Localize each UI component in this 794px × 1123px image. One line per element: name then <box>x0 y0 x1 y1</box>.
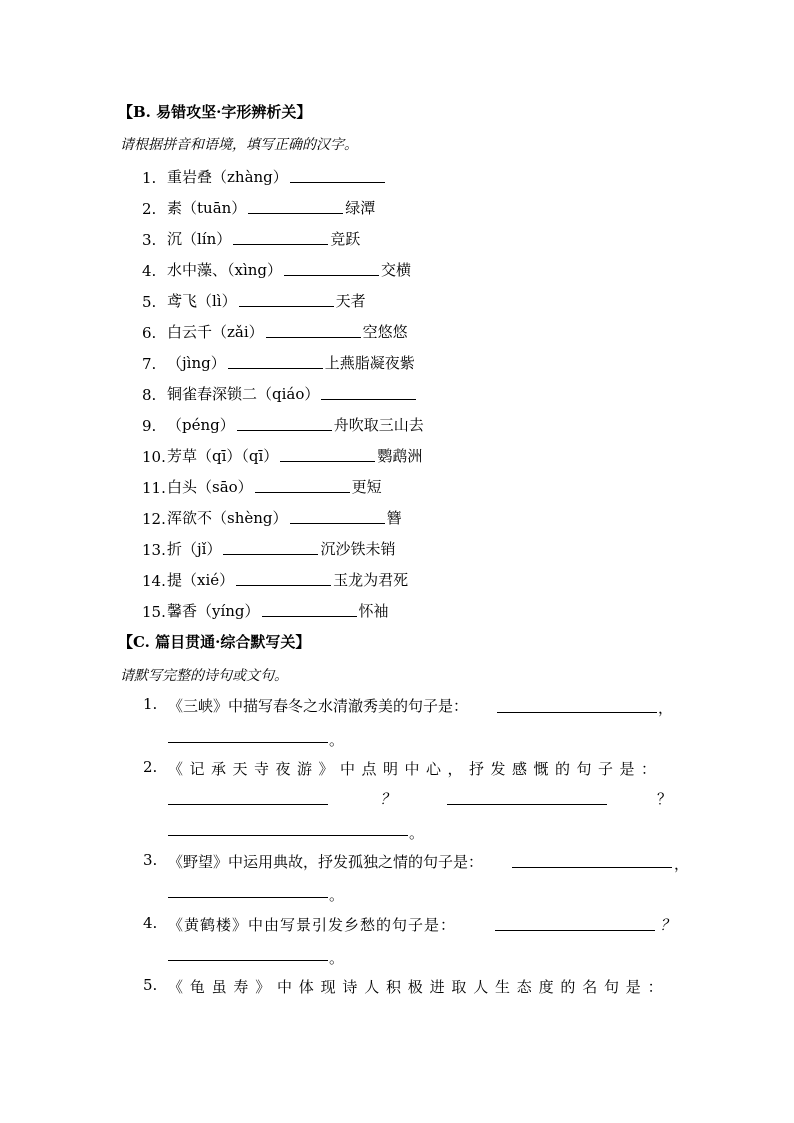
question-text: 《野望》中运用典故，抒发孤独之情的句子是： <box>168 853 484 871</box>
context-text: 上燕脂凝夜紫 <box>324 354 415 372</box>
section-b-item-14 <box>142 568 408 590</box>
pinyin-prompt: （jìng） <box>167 354 226 372</box>
answer-blank[interactable] <box>233 243 328 245</box>
item-number: 13. <box>142 541 166 559</box>
answer-blank[interactable] <box>223 553 318 555</box>
context-text: 绿潭 <box>345 199 376 217</box>
punctuation: 。 <box>409 824 425 842</box>
section-b-item-4 <box>142 258 411 280</box>
answer-blank[interactable] <box>255 491 350 493</box>
pinyin-prompt: 提（xié） <box>167 571 235 589</box>
punctuation: ？ <box>657 790 673 808</box>
pinyin-prompt: 重岩叠（zhàng） <box>167 168 288 186</box>
item-number: 2. <box>143 758 158 776</box>
question-text: 《龟虽寿》中体现诗人积极进取人生态度的名句是： <box>168 978 670 996</box>
section-b-item-6 <box>142 320 408 342</box>
answer-blank[interactable] <box>262 615 357 617</box>
punctuation: ？ <box>660 916 676 934</box>
context-text: 舟吹取三山去 <box>333 416 424 434</box>
punctuation: ？ <box>380 790 396 808</box>
pinyin-prompt: 白云千（zǎi） <box>167 323 264 341</box>
punctuation: 。 <box>329 886 345 904</box>
pinyin-prompt: 折（jǐ） <box>167 540 222 558</box>
answer-blank[interactable] <box>497 712 657 713</box>
context-text: 沉沙铁未销 <box>320 540 396 558</box>
answer-blank[interactable] <box>290 181 385 183</box>
item-number: 2. <box>142 200 157 218</box>
pinyin-prompt: 白头（sāo） <box>167 478 253 496</box>
item-number: 6. <box>142 324 157 342</box>
item-number: 5. <box>142 293 157 311</box>
section-b-item-7 <box>142 351 415 373</box>
answer-blank[interactable] <box>228 367 323 369</box>
section-b-item-1 <box>142 165 387 187</box>
answer-blank[interactable] <box>168 835 408 836</box>
answer-blank[interactable] <box>168 897 328 898</box>
punctuation: 。 <box>329 731 345 749</box>
pinyin-prompt: 水中藻、（xìng） <box>167 261 283 279</box>
answer-blank[interactable] <box>321 398 416 400</box>
context-text: 鹦鹉洲 <box>377 447 423 465</box>
section-b-item-10 <box>142 444 422 466</box>
answer-blank[interactable] <box>237 429 332 431</box>
section-c-instruction: 请默写完整的诗句或文句。 <box>120 668 288 684</box>
answer-blank[interactable] <box>512 867 672 868</box>
section-b-item-12 <box>142 506 402 528</box>
section-b-title: 【B. 易错攻坚·字形辨析关】 <box>118 103 312 121</box>
pinyin-prompt: 鸢飞（lì） <box>167 292 237 310</box>
section-b-item-13 <box>142 537 395 559</box>
item-number: 8. <box>142 386 157 404</box>
context-text: 空悠悠 <box>362 323 408 341</box>
answer-blank[interactable] <box>248 212 343 214</box>
pinyin-prompt: 芳草（qī）（qī） <box>167 447 279 465</box>
pinyin-prompt: 浑欲不（shèng） <box>167 509 288 527</box>
pinyin-prompt: （péng） <box>167 416 235 434</box>
context-text: 更短 <box>351 478 382 496</box>
item-number: 1. <box>143 695 158 713</box>
answer-blank[interactable] <box>239 305 334 307</box>
context-text: 天者 <box>335 292 366 310</box>
answer-blank[interactable] <box>447 804 607 805</box>
section-c-title: 【C. 篇目贯通·综合默写关】 <box>118 633 311 651</box>
item-number: 14. <box>142 572 166 590</box>
pinyin-prompt: 铜雀春深锁二（qiáo） <box>167 385 320 403</box>
answer-blank[interactable] <box>236 584 331 586</box>
answer-blank[interactable] <box>168 742 328 743</box>
question-text: 《记承天寺夜游》中点明中心，抒发感慨的句子是： <box>168 760 663 778</box>
answer-blank[interactable] <box>495 930 655 931</box>
item-number: 9. <box>142 417 157 435</box>
item-number: 4. <box>142 262 157 280</box>
punctuation: ， <box>658 699 674 717</box>
answer-blank[interactable] <box>280 460 375 462</box>
punctuation: ， <box>674 855 690 873</box>
context-text: 玉龙为君死 <box>333 571 409 589</box>
answer-blank[interactable] <box>168 804 328 805</box>
section-b-item-3 <box>142 227 360 249</box>
item-number: 3. <box>143 851 158 869</box>
pinyin-prompt: 沉（lín） <box>167 230 232 248</box>
answer-blank[interactable] <box>284 274 379 276</box>
section-b-item-5 <box>142 289 366 311</box>
item-number: 7. <box>142 355 157 373</box>
context-text: 交横 <box>381 261 412 279</box>
question-text: 《三峡》中描写春冬之水清澈秀美的句子是： <box>168 697 469 715</box>
pinyin-prompt: 馨香（yíng） <box>167 602 260 620</box>
context-text: 簪 <box>386 509 402 527</box>
section-b-item-2 <box>142 196 375 218</box>
pinyin-prompt: 素（tuān） <box>167 199 247 217</box>
answer-blank[interactable] <box>290 522 385 524</box>
section-b-item-9 <box>142 413 424 435</box>
section-b-instruction: 请根据拼音和语境，填写正确的汉字。 <box>120 137 358 153</box>
item-number: 11. <box>142 479 166 497</box>
item-number: 1. <box>142 169 157 187</box>
context-text: 竞跃 <box>330 230 361 248</box>
punctuation: 。 <box>329 949 345 967</box>
question-text: 《黄鹤楼》中由写景引发乡愁的句子是： <box>168 916 457 934</box>
item-number: 12. <box>142 510 166 528</box>
answer-blank[interactable] <box>266 336 361 338</box>
item-number: 4. <box>143 914 158 932</box>
context-text: 怀袖 <box>358 602 389 620</box>
section-b-item-11 <box>142 475 382 497</box>
item-number: 5. <box>143 976 158 994</box>
answer-blank[interactable] <box>168 960 328 961</box>
item-number: 15. <box>142 603 166 621</box>
section-b-item-8 <box>142 382 418 404</box>
section-b-item-15 <box>142 599 389 621</box>
item-number: 10. <box>142 448 166 466</box>
item-number: 3. <box>142 231 157 249</box>
